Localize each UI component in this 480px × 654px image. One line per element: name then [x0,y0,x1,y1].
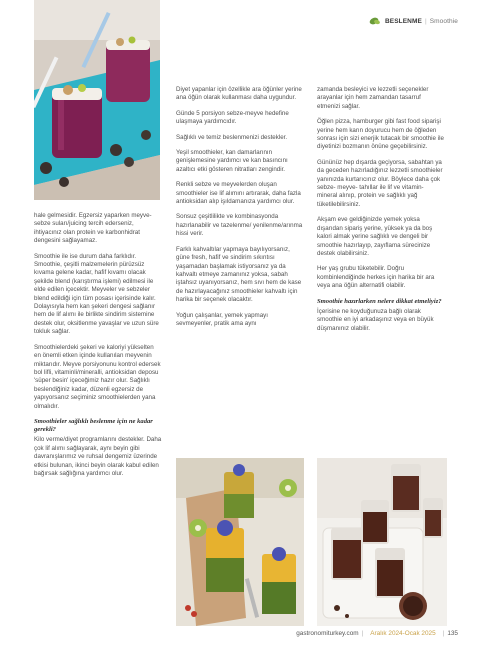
subheading: Smoothie hazırlarken nelere dikkat etmeliyiz? [317,297,442,305]
text-column-2 [176,86,304,335]
paragraph: İçerisine ne koyduğunuza bağlı olarak smoothie en iyi arkadaşınız veya en büyük düşmanınız olabilir. [317,307,434,332]
page-footer [296,630,458,637]
paragraph: Sağlıklı ve temiz beslenmenizi destekler. [176,133,288,141]
paragraph: Yeşil smoothieler, kan damarlarının genişlemesine yardımcı ve kan basıncını azaltıcı etki gösteren nitratları zengindir. [176,149,288,173]
section-subtitle: Smoothie [429,17,458,25]
photo-purple-smoothies [34,0,160,200]
paragraph: Öğlen pizza, hamburger gibi fast food siparişi yerine hem karın doyurucu hem de öğleden sonrası için sizi enerjik tutacak bir smoothie ile diyetinizi bozmanın önüne geçebilirsiniz. [317,118,444,151]
footer-issue-date: Aralık 2024-Ocak 2025 [370,630,436,637]
paragraph: Smoothielerdeki şekeri ve kaloriyi yükselten en önemli etken içinde kullanılan meyvenin miktarıdır. Meyve porsiyonunu kontrol edersek bol lifli, vitaminli/mineralli, antioksidan deposu 'süper besin' içeceğimiz hazır olur. Sağlıklı beslendiğiniz kadar, düzenli egzersiz de yapıyorsanız seçiminiz smoothielerden yana olmalıdır. [34,343,161,410]
paragraph: Smoothie ile ise durum daha farklıdır. Smoothie, çeşitli malzemelerin pürüzsüz kıvama gelene kadar, hafif kıvamı olacak şekilde blend (karıştırma işlemi) edilmesi ile elde edilen içecektir. Meyveler ve sebzeler blend edildiği için tüm posası içerisinde kalır. Dolayısıyla hem kan şekeri dengesi sağlanır hem de lif alımı ile birlikte sindirim sistemine destek olur, oksitlenme yavaşlar ve uzun süre tokluk sağlar. [34,252,159,336]
footer-site: gastronomiturkey.com [296,630,359,637]
paragraph: Renkli sebze ve meyvelerden oluşan smoothieler ise lif alımını artırarak, daha fazla antioksidan alıp işıldamanıza yardımcı olur. [176,181,301,206]
paragraph: Akşam eve geldiğinizde yemek yoksa dışarıdan sipariş yerine, yüksek ya da boş kalori almak yerine sağlıklı ve dengeli bir smoothie hazırlayıp, zayıflama sürecinize destek olabilirsiniz. [317,216,433,257]
paragraph: hale gelmesidir. Egzersiz yaparken meyve-sebze suları/juicing tercih ederseniz, ihtiyacınız olan protein ve karbonhidrat dengesini sağlayamaz. [34,212,152,245]
paragraph: Her yaş grubu tüketebilir. Doğru kombinlendiğinde herkes için harika bir ara veya ana öğün alternatifi olabilir. [317,265,435,290]
paragraph: Yoğun çalışanlar, yemek yapmayı sevmeyenler, pratik ama aynı [176,311,268,327]
paragraph: zamanda besleyici ve lezzetli seçenekler arayanlar için hem zamandan tasarruf etmenizi sağlar. [317,86,429,110]
footer-separator: | [361,630,364,637]
text-column-1 [34,212,162,485]
section-header [369,16,458,26]
header-separator: | [424,17,427,25]
page-number: 135 [447,630,458,637]
photo-green-smoothies [176,458,304,626]
subheading: Smoothieler sağlıklı beslenme için ne kadar gerekli? [34,417,153,434]
leaf-icon [369,16,381,26]
paragraph: Kilo verme/diyet programlarını destekler. Daha çok lif alımı sağlayarak, aynı beyin gibi davranışlarımız ve ruhsal dengemiz üzerinde etkisi bulunan, ikinci beyin olarak kabul edilen bağırsak sağlığına yardımcı olur. [34,436,162,477]
paragraph: Gününüz hep dışarda geçiyorsa, sabahtan ya da geceden hazırladığınız lezzetli smoothieler yanınızda kurtarıcınız olur. Böylece daha çok sebze- meyve- tahıllar ile lif ve vitamin- mineral alınıp, protein ve sağlıklı yağ tüketilebilirsiniz. [317,158,443,208]
text-column-3 [317,86,445,340]
paragraph: Günde 5 porsiyon sebze-meyve hedefine ulaşmaya yardımcıdır. [176,109,289,126]
paragraph: Diyet yapanlar için özellikle ara öğünler yerine ana öğün olarak kullanması daha uygundur. [176,86,302,102]
photo-chocolate-smoothies [317,458,447,626]
paragraph: Farklı kahvaltılar yapmaya bayılıyorsanız, güne fresh, hafif ve sindirim sıkıntısı yaşamadan başlamak istiyorsanız ya da kahvaltı etmeye zamanınız yoksa, sabah iştahsız uyanıyorsanız, hem sıvı hem de kase de hazırlayacağınız smoothieler kahvaltı için harika bir seçenek olacaktır. [176,245,302,304]
section-title: BESLENME [385,17,422,25]
footer-separator: | [442,630,445,637]
paragraph: Sonsuz çeşitlilikte ve kombinasyonda hazırlanabilir ve tazelenme/ yenilenme/arınma hissi verir. [176,213,303,238]
